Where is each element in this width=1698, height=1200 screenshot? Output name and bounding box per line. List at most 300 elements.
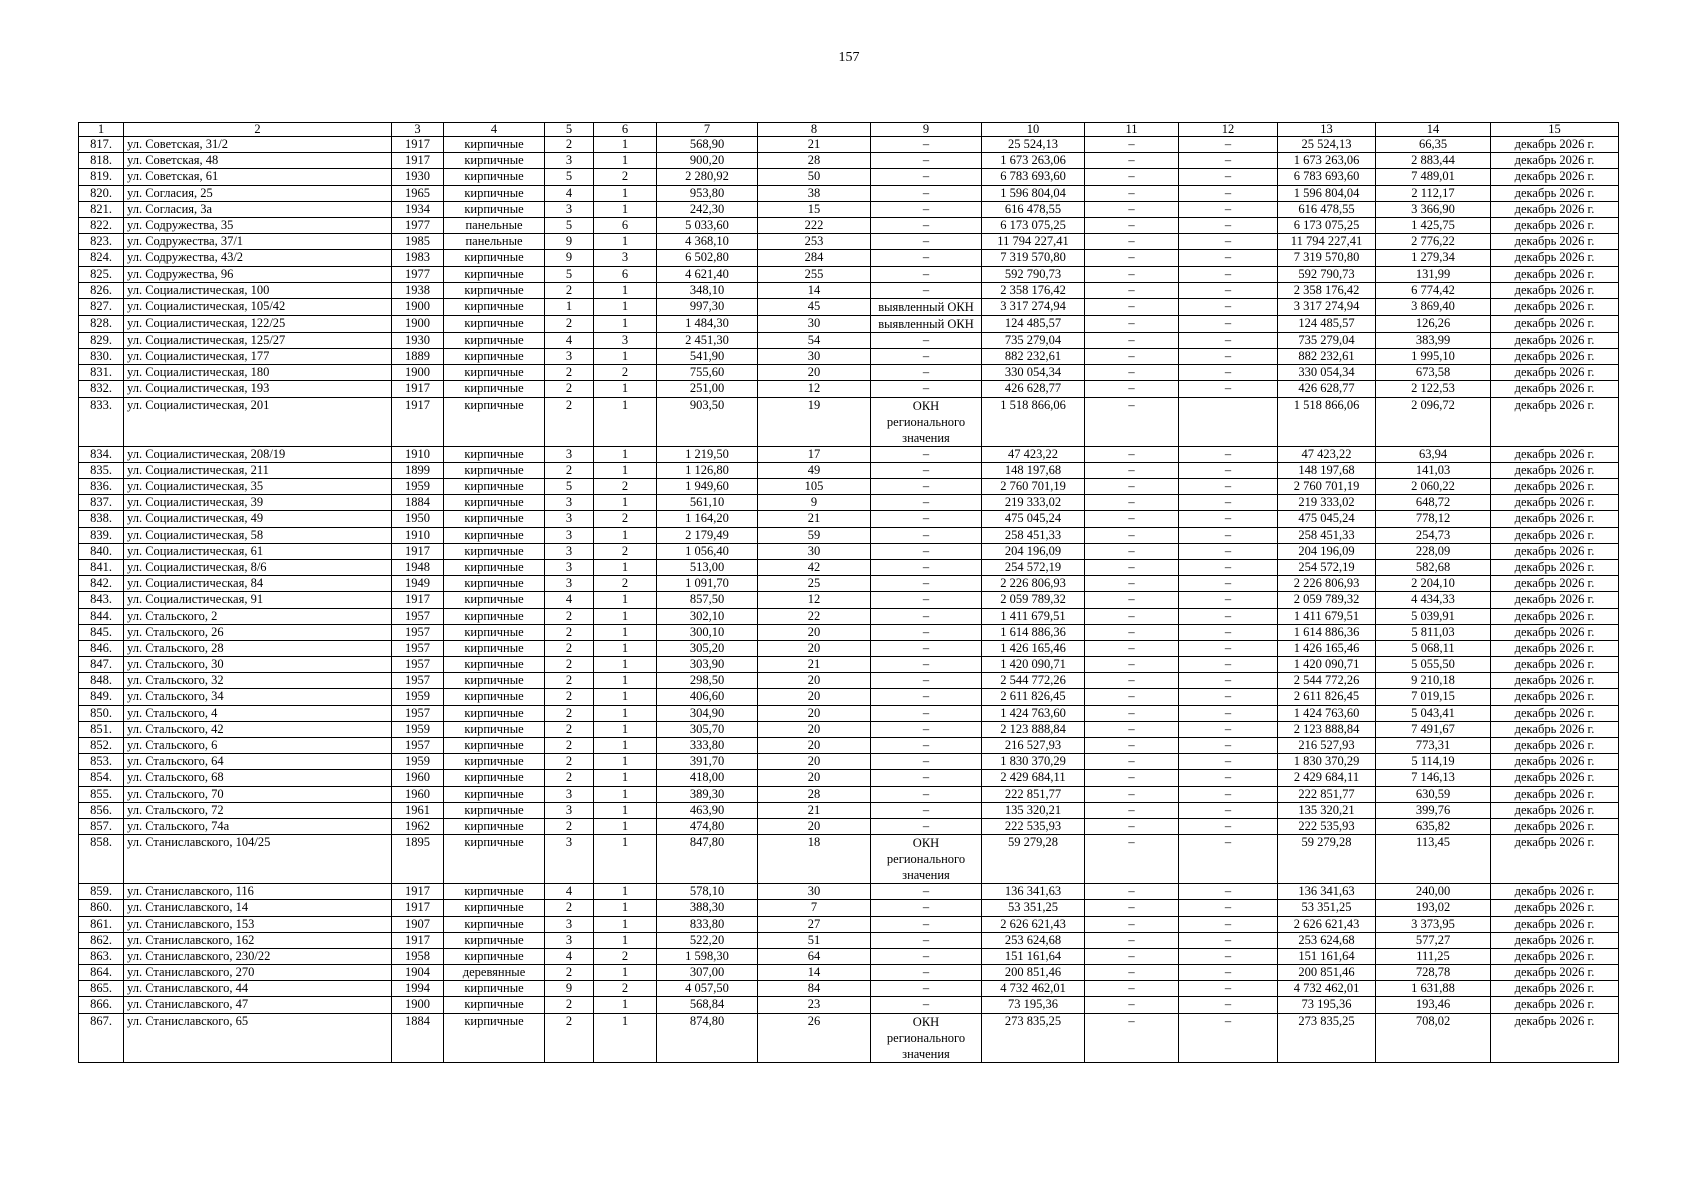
deadline-cell: декабрь 2026 г. [1491,673,1619,689]
entrances-cell: 1 [594,608,657,624]
cost-per-unit-cell: 6 774,42 [1376,282,1491,298]
table-row [79,640,1619,656]
cost-total-cell: 616 478,55 [982,201,1085,217]
address-cell: ул. Социалистическая, 49 [124,511,392,527]
entrances-cell: 1 [594,786,657,802]
cost-col-13-cell: 1 420 090,71 [1278,657,1376,673]
cost-col-13-cell: 2 760 701,19 [1278,479,1376,495]
table-row [79,592,1619,608]
cost-total-cell: 204 196,09 [982,543,1085,559]
heritage-status-cell: – [871,217,982,233]
floors-cell: 2 [545,462,594,478]
entrances-cell: 1 [594,559,657,575]
row-number-cell: 849. [79,689,124,705]
cost-col-13-cell: 47 423,22 [1278,446,1376,462]
row-number-cell: 861. [79,916,124,932]
cost-col-12-cell: – [1179,266,1278,282]
cost-col-11-cell: – [1085,479,1179,495]
cost-per-unit-cell: 1 995,10 [1376,349,1491,365]
residents-cell: 253 [758,234,871,250]
cost-total-cell: 1 518 866,06 [982,397,1085,446]
address-cell: ул. Социалистическая, 8/6 [124,559,392,575]
cost-col-12-cell: – [1179,673,1278,689]
table-row [79,298,1619,315]
floors-cell: 4 [545,332,594,348]
cost-col-13-cell: 2 611 826,45 [1278,689,1376,705]
wall-material-cell: кирпичные [444,559,545,575]
cost-col-11-cell: – [1085,981,1179,997]
deadline-cell: декабрь 2026 г. [1491,332,1619,348]
address-cell: ул. Социалистическая, 208/19 [124,446,392,462]
cost-per-unit-cell: 7 146,13 [1376,770,1491,786]
wall-material-cell: кирпичные [444,153,545,169]
row-number-cell: 862. [79,932,124,948]
cost-col-12-cell: – [1179,365,1278,381]
entrances-cell: 1 [594,802,657,818]
address-cell: ул. Стальского, 34 [124,689,392,705]
cost-col-12-cell: – [1179,997,1278,1013]
entrances-cell: 1 [594,282,657,298]
year-built-cell: 1917 [392,932,444,948]
residents-cell: 7 [758,900,871,916]
deadline-cell: декабрь 2026 г. [1491,884,1619,900]
cost-col-12-cell: – [1179,835,1278,884]
entrances-cell: 2 [594,543,657,559]
address-cell: ул. Стальского, 32 [124,673,392,689]
address-cell: ул. Станиславского, 153 [124,916,392,932]
residents-cell: 20 [758,624,871,640]
cost-col-12-cell: – [1179,185,1278,201]
floors-cell: 3 [545,495,594,511]
area-cell: 307,00 [657,965,758,981]
floors-cell: 2 [545,640,594,656]
deadline-cell: декабрь 2026 г. [1491,559,1619,575]
cost-per-unit-cell: 66,35 [1376,137,1491,153]
table-row [79,153,1619,169]
floors-cell: 3 [545,446,594,462]
row-number-cell: 863. [79,948,124,964]
deadline-cell: декабрь 2026 г. [1491,1013,1619,1062]
row-number-cell: 840. [79,543,124,559]
cost-total-cell: 216 527,93 [982,738,1085,754]
deadline-cell: декабрь 2026 г. [1491,527,1619,543]
heritage-status-cell: – [871,365,982,381]
cost-col-13-cell: 216 527,93 [1278,738,1376,754]
heritage-status-cell: – [871,689,982,705]
table-row [79,835,1619,884]
cost-col-12-cell: – [1179,495,1278,511]
table-row [79,137,1619,153]
entrances-cell: 1 [594,673,657,689]
column-number-cell: 3 [392,123,444,137]
address-cell: ул. Стальского, 30 [124,657,392,673]
heritage-status-cell: – [871,997,982,1013]
year-built-cell: 1910 [392,527,444,543]
cost-col-11-cell: – [1085,185,1179,201]
residents-cell: 12 [758,381,871,397]
address-cell: ул. Станиславского, 270 [124,965,392,981]
residents-cell: 19 [758,397,871,446]
cost-total-cell: 124 485,57 [982,315,1085,332]
cost-col-11-cell: – [1085,608,1179,624]
address-cell: ул. Социалистическая, 58 [124,527,392,543]
wall-material-cell: кирпичные [444,315,545,332]
cost-col-12-cell: – [1179,738,1278,754]
wall-material-cell: кирпичные [444,576,545,592]
entrances-cell: 1 [594,315,657,332]
address-cell: ул. Социалистическая, 125/27 [124,332,392,348]
residents-cell: 28 [758,786,871,802]
entrances-cell: 1 [594,640,657,656]
year-built-cell: 1884 [392,1013,444,1062]
address-cell: ул. Стальского, 28 [124,640,392,656]
column-number-cell: 14 [1376,123,1491,137]
floors-cell: 4 [545,884,594,900]
cost-col-13-cell: 616 478,55 [1278,201,1376,217]
area-cell: 474,80 [657,818,758,834]
cost-col-12-cell: – [1179,282,1278,298]
area-cell: 1 056,40 [657,543,758,559]
deadline-cell: декабрь 2026 г. [1491,169,1619,185]
cost-col-12-cell: – [1179,705,1278,721]
table-row [79,884,1619,900]
deadline-cell: декабрь 2026 г. [1491,282,1619,298]
cost-col-11-cell: – [1085,576,1179,592]
cost-total-cell: 253 624,68 [982,932,1085,948]
residents-cell: 27 [758,916,871,932]
cost-col-13-cell: 219 333,02 [1278,495,1376,511]
address-cell: ул. Стальского, 70 [124,786,392,802]
cost-per-unit-cell: 1 425,75 [1376,217,1491,233]
year-built-cell: 1907 [392,916,444,932]
area-cell: 857,50 [657,592,758,608]
wall-material-cell: кирпичные [444,932,545,948]
cost-col-13-cell: 53 351,25 [1278,900,1376,916]
cost-col-12-cell: – [1179,137,1278,153]
cost-total-cell: 222 851,77 [982,786,1085,802]
table-row [79,201,1619,217]
cost-total-cell: 2 123 888,84 [982,721,1085,737]
cost-col-12-cell: – [1179,754,1278,770]
residents-cell: 9 [758,495,871,511]
heritage-status-cell: – [871,770,982,786]
year-built-cell: 1930 [392,169,444,185]
cost-col-13-cell: 426 628,77 [1278,381,1376,397]
floors-cell: 2 [545,738,594,754]
entrances-cell: 2 [594,511,657,527]
cost-per-unit-cell: 3 366,90 [1376,201,1491,217]
cost-total-cell: 1 596 804,04 [982,185,1085,201]
residents-cell: 28 [758,153,871,169]
entrances-cell: 1 [594,462,657,478]
row-number-cell: 847. [79,657,124,673]
cost-per-unit-cell: 2 204,10 [1376,576,1491,592]
cost-col-11-cell: – [1085,916,1179,932]
cost-per-unit-cell: 3 373,95 [1376,916,1491,932]
cost-total-cell: 1 411 679,51 [982,608,1085,624]
cost-col-12-cell: – [1179,462,1278,478]
wall-material-cell: кирпичные [444,543,545,559]
row-number-cell: 867. [79,1013,124,1062]
residents-cell: 20 [758,640,871,656]
row-number-cell: 846. [79,640,124,656]
area-cell: 2 179,49 [657,527,758,543]
cost-per-unit-cell: 193,02 [1376,900,1491,916]
year-built-cell: 1957 [392,705,444,721]
area-cell: 568,90 [657,137,758,153]
residents-cell: 84 [758,981,871,997]
table-row [79,217,1619,233]
cost-per-unit-cell: 7 019,15 [1376,689,1491,705]
address-cell: ул. Стальского, 2 [124,608,392,624]
cost-col-12-cell: – [1179,965,1278,981]
table-row [79,997,1619,1013]
entrances-cell: 1 [594,738,657,754]
floors-cell: 3 [545,201,594,217]
year-built-cell: 1917 [392,884,444,900]
cost-col-11-cell: – [1085,137,1179,153]
residents-cell: 15 [758,201,871,217]
row-number-cell: 836. [79,479,124,495]
address-cell: ул. Советская, 31/2 [124,137,392,153]
heritage-status-cell: – [871,137,982,153]
table-row [79,673,1619,689]
cost-col-12-cell: – [1179,608,1278,624]
floors-cell: 9 [545,981,594,997]
deadline-cell: декабрь 2026 г. [1491,916,1619,932]
address-cell: ул. Социалистическая, 35 [124,479,392,495]
floors-cell: 5 [545,479,594,495]
cost-col-13-cell: 3 317 274,94 [1278,298,1376,315]
heritage-status-cell: – [871,624,982,640]
area-cell: 463,90 [657,802,758,818]
cost-per-unit-cell: 577,27 [1376,932,1491,948]
heritage-status-cell: – [871,381,982,397]
deadline-cell: декабрь 2026 г. [1491,689,1619,705]
cost-col-13-cell: 1 424 763,60 [1278,705,1376,721]
row-number-cell: 856. [79,802,124,818]
cost-col-12-cell: – [1179,802,1278,818]
area-cell: 1 091,70 [657,576,758,592]
table-row [79,446,1619,462]
address-cell: ул. Станиславского, 44 [124,981,392,997]
year-built-cell: 1959 [392,689,444,705]
deadline-cell: декабрь 2026 г. [1491,234,1619,250]
residents-cell: 21 [758,802,871,818]
address-cell: ул. Социалистическая, 177 [124,349,392,365]
cost-total-cell: 2 626 621,43 [982,916,1085,932]
column-number-cell: 5 [545,123,594,137]
floors-cell: 2 [545,754,594,770]
cost-total-cell: 2 358 176,42 [982,282,1085,298]
area-cell: 561,10 [657,495,758,511]
cost-col-11-cell: – [1085,721,1179,737]
entrances-cell: 1 [594,965,657,981]
residents-cell: 20 [758,673,871,689]
deadline-cell: декабрь 2026 г. [1491,185,1619,201]
cost-total-cell: 47 423,22 [982,446,1085,462]
year-built-cell: 1962 [392,818,444,834]
area-cell: 300,10 [657,624,758,640]
cost-per-unit-cell: 2 122,53 [1376,381,1491,397]
area-cell: 298,50 [657,673,758,689]
deadline-cell: декабрь 2026 г. [1491,217,1619,233]
year-built-cell: 1994 [392,981,444,997]
year-built-cell: 1957 [392,608,444,624]
floors-cell: 2 [545,965,594,981]
cost-per-unit-cell: 113,45 [1376,835,1491,884]
entrances-cell: 1 [594,689,657,705]
entrances-cell: 1 [594,527,657,543]
cost-col-11-cell: – [1085,770,1179,786]
area-cell: 305,20 [657,640,758,656]
cost-per-unit-cell: 7 491,67 [1376,721,1491,737]
entrances-cell: 1 [594,932,657,948]
column-number-row [79,123,1619,137]
table-row [79,916,1619,932]
cost-col-12-cell: – [1179,169,1278,185]
heritage-status-cell: – [871,721,982,737]
year-built-cell: 1977 [392,217,444,233]
year-built-cell: 1917 [392,397,444,446]
residents-cell: 18 [758,835,871,884]
floors-cell: 2 [545,397,594,446]
year-built-cell: 1900 [392,365,444,381]
year-built-cell: 1930 [392,332,444,348]
year-built-cell: 1950 [392,511,444,527]
residents-cell: 51 [758,932,871,948]
deadline-cell: декабрь 2026 г. [1491,624,1619,640]
column-number-cell: 7 [657,123,758,137]
heritage-status-cell: – [871,349,982,365]
address-cell: ул. Социалистическая, 91 [124,592,392,608]
cost-col-13-cell: 7 319 570,80 [1278,250,1376,266]
deadline-cell: декабрь 2026 г. [1491,153,1619,169]
cost-col-11-cell: – [1085,754,1179,770]
residents-cell: 20 [758,689,871,705]
entrances-cell: 1 [594,754,657,770]
year-built-cell: 1917 [392,543,444,559]
area-cell: 242,30 [657,201,758,217]
entrances-cell: 1 [594,298,657,315]
deadline-cell: декабрь 2026 г. [1491,997,1619,1013]
address-cell: ул. Социалистическая, 105/42 [124,298,392,315]
table-row [79,754,1619,770]
heritage-status-cell: – [871,511,982,527]
entrances-cell: 2 [594,576,657,592]
table-row [79,381,1619,397]
address-cell: ул. Советская, 48 [124,153,392,169]
wall-material-cell: кирпичные [444,169,545,185]
area-cell: 1 126,80 [657,462,758,478]
wall-material-cell: кирпичные [444,705,545,721]
cost-col-11-cell: – [1085,153,1179,169]
residents-cell: 21 [758,657,871,673]
table-row [79,932,1619,948]
column-number-cell: 12 [1179,123,1278,137]
deadline-cell: декабрь 2026 г. [1491,932,1619,948]
residents-cell: 20 [758,721,871,737]
cost-col-11-cell: – [1085,462,1179,478]
year-built-cell: 1917 [392,381,444,397]
wall-material-cell: кирпичные [444,185,545,201]
cost-col-13-cell: 2 059 789,32 [1278,592,1376,608]
residents-cell: 12 [758,592,871,608]
residents-cell: 25 [758,576,871,592]
entrances-cell: 1 [594,446,657,462]
column-number-cell: 10 [982,123,1085,137]
residents-cell: 14 [758,282,871,298]
cost-col-12-cell: – [1179,234,1278,250]
area-cell: 847,80 [657,835,758,884]
year-built-cell: 1917 [392,592,444,608]
cost-per-unit-cell: 2 060,22 [1376,479,1491,495]
deadline-cell: декабрь 2026 г. [1491,835,1619,884]
residents-cell: 20 [758,705,871,721]
cost-col-13-cell: 2 123 888,84 [1278,721,1376,737]
year-built-cell: 1961 [392,802,444,818]
floors-cell: 2 [545,721,594,737]
cost-total-cell: 2 059 789,32 [982,592,1085,608]
cost-col-12-cell: – [1179,592,1278,608]
wall-material-cell: кирпичные [444,349,545,365]
table-row [79,282,1619,298]
cost-col-13-cell: 4 732 462,01 [1278,981,1376,997]
address-cell: ул. Советская, 61 [124,169,392,185]
table-row [79,576,1619,592]
cost-col-11-cell: – [1085,997,1179,1013]
address-cell: ул. Содружества, 37/1 [124,234,392,250]
table-row [79,738,1619,754]
row-number-cell: 838. [79,511,124,527]
wall-material-cell: кирпичные [444,689,545,705]
floors-cell: 2 [545,137,594,153]
row-number-cell: 859. [79,884,124,900]
heritage-status-cell: – [871,705,982,721]
wall-material-cell: кирпичные [444,365,545,381]
entrances-cell: 2 [594,981,657,997]
heritage-status-cell: – [871,900,982,916]
cost-col-12-cell: – [1179,201,1278,217]
residents-cell: 255 [758,266,871,282]
cost-total-cell: 882 232,61 [982,349,1085,365]
cost-col-13-cell: 735 279,04 [1278,332,1376,348]
cost-total-cell: 2 611 826,45 [982,689,1085,705]
cost-total-cell: 53 351,25 [982,900,1085,916]
entrances-cell: 1 [594,592,657,608]
entrances-cell: 1 [594,818,657,834]
address-cell: ул. Стальского, 72 [124,802,392,818]
cost-col-12-cell: – [1179,559,1278,575]
floors-cell: 2 [545,818,594,834]
cost-per-unit-cell: 773,31 [1376,738,1491,754]
wall-material-cell: кирпичные [444,900,545,916]
cost-total-cell: 258 451,33 [982,527,1085,543]
cost-per-unit-cell: 778,12 [1376,511,1491,527]
floors-cell: 3 [545,349,594,365]
cost-col-11-cell: – [1085,446,1179,462]
address-cell: ул. Стальского, 26 [124,624,392,640]
heritage-status-cell: – [871,527,982,543]
cost-col-11-cell: – [1085,169,1179,185]
deadline-cell: декабрь 2026 г. [1491,266,1619,282]
floors-cell: 3 [545,511,594,527]
cost-col-13-cell: 11 794 227,41 [1278,234,1376,250]
cost-col-11-cell: – [1085,397,1179,446]
cost-total-cell: 475 045,24 [982,511,1085,527]
cost-col-13-cell: 1 596 804,04 [1278,185,1376,201]
cost-per-unit-cell: 141,03 [1376,462,1491,478]
